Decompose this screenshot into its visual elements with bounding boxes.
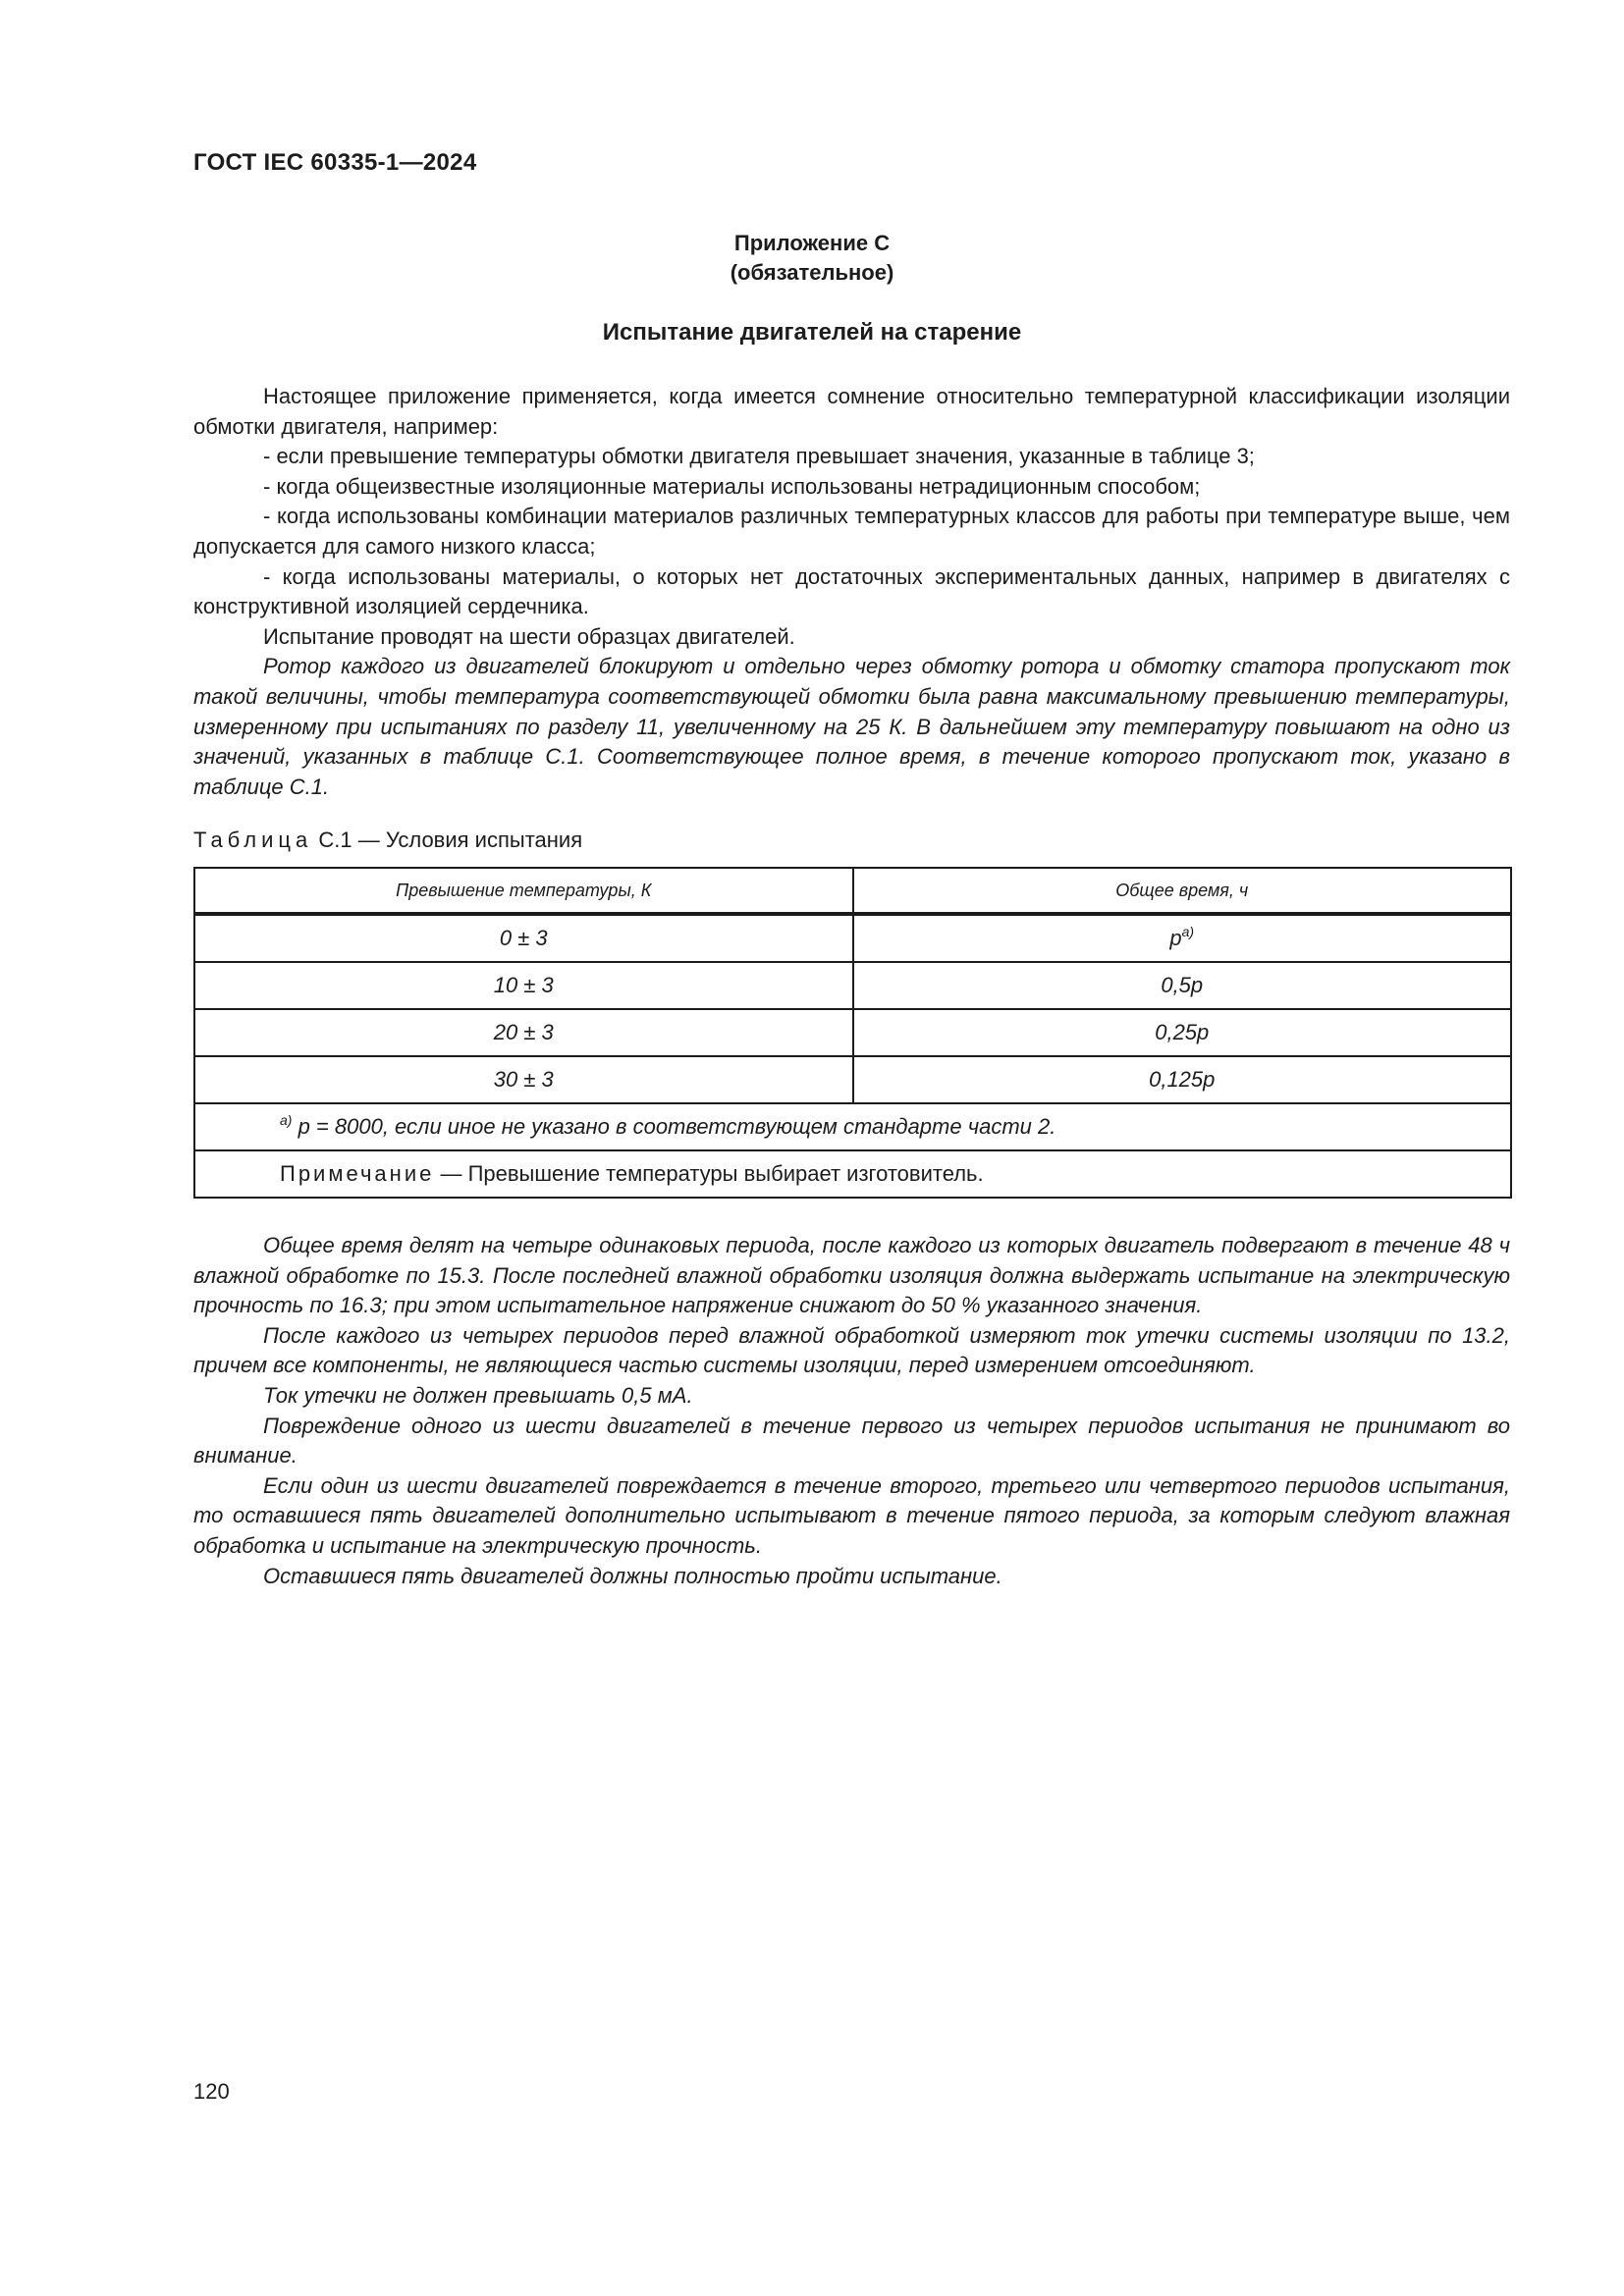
time-value: p [1169,926,1182,950]
after-paragraph: Если один из шести двигателей повреждается в течение второго, третьего или четвертого периодов испытания, то оставшиеся пять двигателей дополнительно испытывают в течение пятого периода, за которым следуют влажная обработка и испытание на электрическую прочность. [193,1472,1510,1558]
temperature-cell: 0 ± 3 [194,914,853,962]
annex-title: Испытание двигателей на старение [602,319,1022,346]
table-footnote-row [194,1103,1511,1150]
intro-paragraph: Настоящее приложение применяется, когда имеется сомнение относительно температурной классификации изоляции обмотки двигателя, например: [193,384,1510,439]
temperature-cell: 30 ± 3 [194,1056,853,1103]
table-note-row [194,1150,1511,1198]
after-paragraph: Общее время делят на четыре одинаковых периода, после каждого из которых двигатель подвергают в течение 48 ч влажной обработке по 15.3. После последней влажной обработки изоляция должна выдержать испытание на электрическую прочность по 16.3; при этом испытательное напряжение снижают до 50 % указанного значения. [193,1233,1510,1318]
page-number: 120 [193,2079,230,2104]
after-paragraph: Оставшиеся пять двигателей должны полностью пройти испытание. [263,1563,1002,1588]
table-row [194,914,1511,962]
footnote-ref: a) [1181,924,1195,939]
after-paragraph: Повреждение одного из шести двигателей в течение первого из четырех периодов испытания не принимают во внимание. [193,1413,1510,1468]
after-paragraph: После каждого из четырех периодов перед влажной обработкой измеряют ток утечки системы изоляции по 13.2, причем все компоненты, не являющиеся частью системы изоляции, перед измерением отсоединяют. [193,1322,1510,1378]
column-header-temperature: Превышение температуры, К [194,868,853,914]
note-text: — Превышение температуры выбирает изготовитель. [440,1161,984,1186]
intro-bullet: - когда общеизвестные изоляционные материалы использованы нетрадиционным способом; [263,473,1201,499]
table-row [194,1009,1511,1056]
table-caption [193,828,582,853]
time-cell: 0,5p [853,962,1512,1009]
procedure-paragraph: Ротор каждого из двигателей блокируют и отдельно через обмотку ротора и обмотку статора пропускают ток такой величины, чтобы температура соответствующей обмотки была равна максимальному превышению температуры, измеренному при испытаниях по разделу 11, увеличенному на 25 К. В дальнейшем эту температуру повышают на одно из значений, указанных в таблице С.1. Соответствующее полное время, в течение которого пропускают ток, указано в таблице С.1. [193,654,1510,799]
time-cell [853,914,1512,962]
after-paragraph: Ток утечки не должен превышать 0,5 мА. [263,1382,693,1408]
column-header-time: Общее время, ч [853,868,1512,914]
temperature-cell: 10 ± 3 [194,962,853,1009]
intro-bullet: - если превышение температуры обмотки двигателя превышает значения, указанные в таблице 3; [263,444,1255,469]
time-cell: 0,25p [853,1009,1512,1056]
intro-bullet: - когда использованы комбинации материалов различных температурных классов для работы при температуре выше, чем допускается для самого низкого класса; [193,504,1510,559]
table-note [194,1150,1511,1198]
table-row [194,962,1511,1009]
time-cell: 0,125p [853,1056,1512,1103]
table-caption-word: Таблица [193,828,313,852]
test-conditions-table [193,867,1512,1199]
table-footnote [194,1103,1511,1150]
intro-text [193,382,1510,802]
post-table-text [193,1231,1510,1591]
annex-status: (обязательное) [730,260,894,285]
temperature-cell: 20 ± 3 [194,1009,853,1056]
annex-heading [0,229,1624,288]
samples-paragraph: Испытание проводят на шести образцах двигателей. [263,623,795,649]
table-header-row [194,868,1511,914]
annex-label: Приложение С [733,231,891,255]
intro-bullet: - когда использованы материалы, о которых нет достаточных экспериментальных данных, например в двигателях с конструктивной изоляцией сердечника. [193,563,1510,619]
table-caption-title: С.1 — Условия испытания [318,828,583,852]
footnote-text: p = 8000, если иное не указано в соответствующем стандарте части 2. [298,1114,1056,1139]
note-label: Примечание [280,1161,435,1186]
standard-header: ГОСТ IEC 60335-1—2024 [193,149,477,176]
footnote-mark: a) [280,1112,293,1128]
table-row [194,1056,1511,1103]
